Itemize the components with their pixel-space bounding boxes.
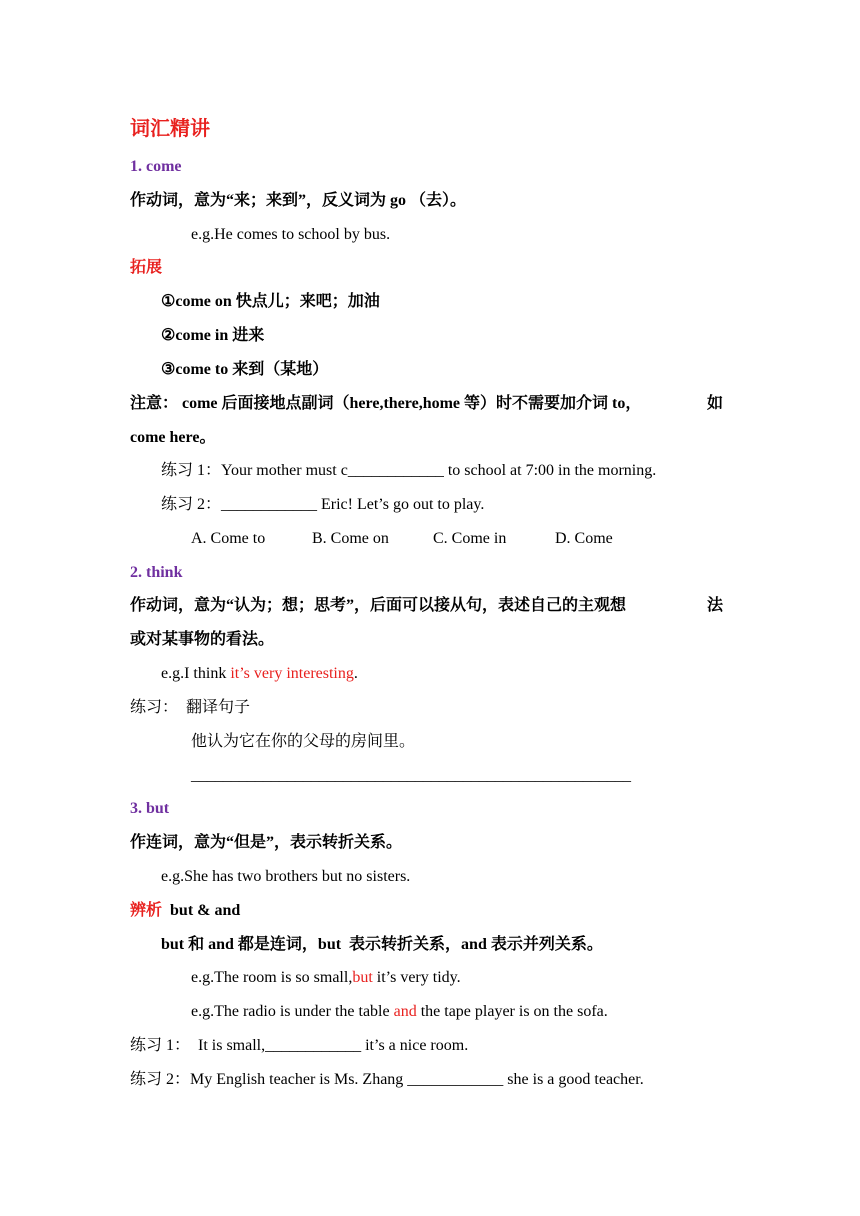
- example-come: e.g.He comes to school by bus.: [191, 226, 391, 243]
- exercise-come-2: 练习 2：____________ Eric! Let’s go out to play.: [161, 496, 485, 513]
- example-and-suffix: the tape player is on the sofa.: [416, 1003, 608, 1020]
- contrast-label: 辨析: [130, 902, 163, 919]
- option-d: D. Come: [555, 530, 613, 547]
- definition-think-text: 作动词，意为“认为；想；思考”，后面可以接从句，表述自己的主观想: [130, 597, 627, 614]
- example-and: [191, 1002, 608, 1022]
- example-think: [161, 664, 358, 684]
- contrast-text: but 和 and 都是连词，but 表示转折关系，and 表示并列关系。: [161, 936, 603, 953]
- example-think-prefix: e.g.I think: [161, 665, 231, 682]
- example-but-2-suffix: it’s very tidy.: [372, 969, 461, 986]
- exercise-think-sentence: 他认为它在你的父母的房间里。: [191, 733, 416, 750]
- expand-item-3: ③come to 来到（某地）: [161, 361, 329, 378]
- definition-come: 作动词，意为“来；来到”，反义词为 go （去）。: [130, 192, 467, 209]
- expand-label: 拓展: [130, 259, 163, 276]
- example-and-highlight: and: [393, 1003, 417, 1020]
- heading-come: 1. come: [130, 158, 182, 175]
- definition-think-line-1: [130, 596, 723, 616]
- exercise-come-1: 练习 1：Your mother must c____________ to school at 7:00 in the morning.: [161, 462, 657, 479]
- option-a: A. Come to: [191, 530, 266, 547]
- answer-line: _______________________________________________________: [191, 767, 631, 784]
- definition-but: 作连词，意为“但是”，表示转折关系。: [130, 834, 403, 851]
- example-and-prefix: e.g.The radio is under the table: [191, 1003, 394, 1020]
- exercise-but-1: 练习 1： It is small,____________ it’s a nice room.: [130, 1037, 469, 1054]
- heading-think: 2. think: [130, 564, 183, 581]
- option-c: C. Come in: [433, 530, 507, 547]
- contrast-words: but & and: [162, 902, 241, 919]
- example-but-2-highlight: but: [352, 969, 373, 986]
- heading-but: 3. but: [130, 800, 170, 817]
- example-but-2-prefix: e.g.The room is so small,: [191, 969, 353, 986]
- expand-item-1: ①come on 快点儿；来吧；加油: [161, 293, 380, 310]
- definition-think-line-2: 或对某事物的看法。: [130, 631, 275, 648]
- exercise-but-2: 练习 2：My English teacher is Ms. Zhang ____________ she is a good teacher.: [130, 1071, 644, 1088]
- exercise-think-label: 练习： 翻译句子: [130, 699, 251, 716]
- example-but: e.g.She has two brothers but no sisters.: [161, 868, 411, 885]
- definition-think-end: 法: [706, 597, 723, 614]
- note-line-1-text: 注意： come 后面接地点副词（here,there,home 等）时不需要加介词 to，: [130, 395, 642, 412]
- expand-item-2: ②come in 进来: [161, 327, 265, 344]
- note-line-2: come here。: [130, 429, 216, 446]
- contrast-heading: [130, 901, 240, 921]
- option-b: B. Come on: [312, 530, 389, 547]
- example-but-2: [191, 968, 461, 988]
- page-title: 词汇精讲: [130, 118, 210, 140]
- example-think-highlight: it’s very interesting: [230, 665, 354, 682]
- note-line-1-end: 如: [706, 395, 723, 412]
- example-think-suffix: .: [353, 665, 358, 682]
- note-line-1: [130, 394, 723, 414]
